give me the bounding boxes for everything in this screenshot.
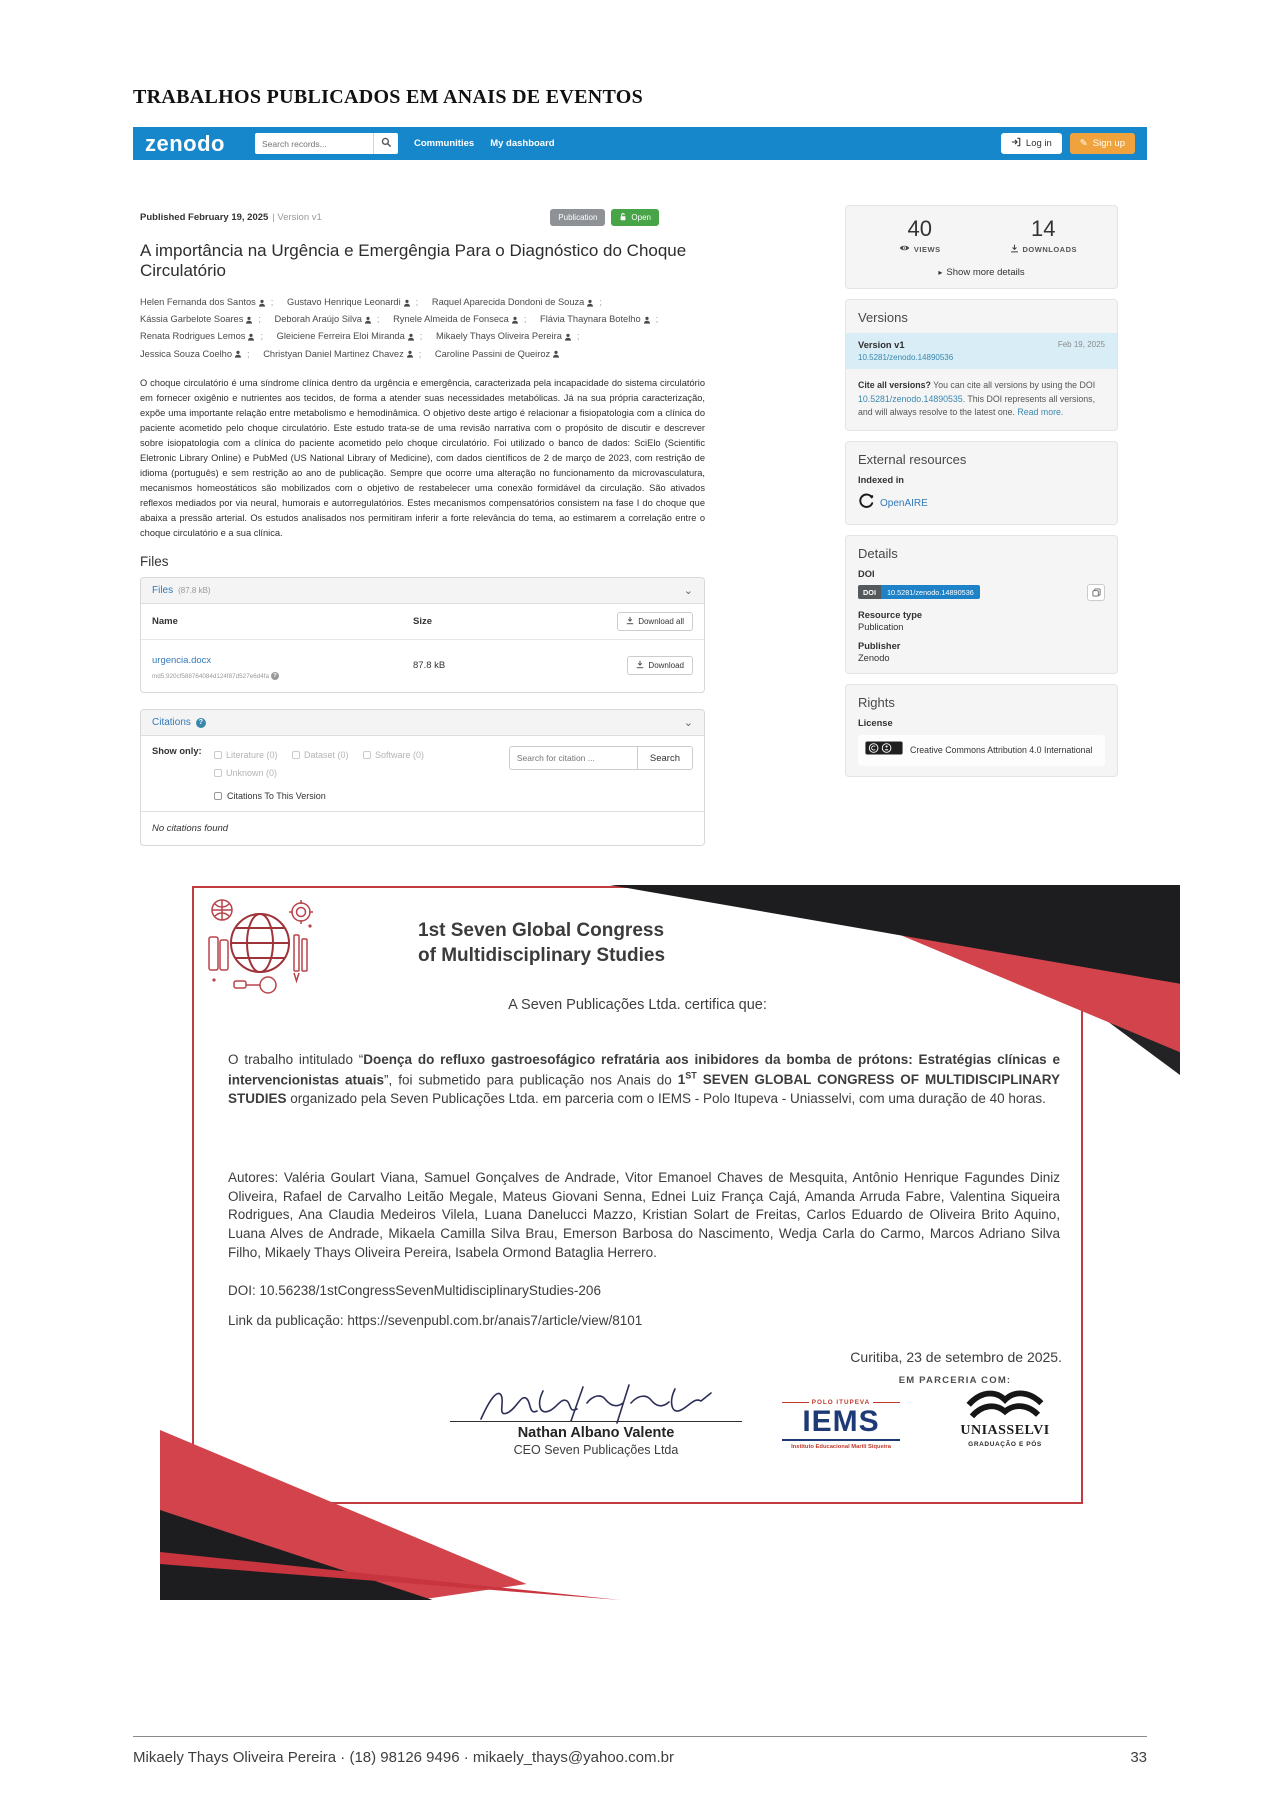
person-icon — [258, 299, 266, 307]
copy-doi-button[interactable] — [1087, 584, 1105, 601]
certificate-body: O trabalho intitulado “Doença do refluxo gastroesofágico refratária aos inibidores da bomba de prótons: Estratégias clínicas e intervencionistas atuais”, foi submetido para publicação nos Anais do 1ST SEVEN GLOBAL CONGRESS OF MULTIDISCIPLINARY STUDIES organizado pela Seven Publicações Ltda. em parceria com o IEMS - Polo Itupeva - Uniasselvi, com uma duração de 40 horas. — [228, 1052, 1060, 1106]
version-row[interactable] — [846, 333, 1117, 369]
views-count: 40 — [907, 216, 932, 241]
person-icon — [364, 316, 372, 324]
congress-name: 1st Seven Global Congress of Multidisciplinary Studies — [418, 920, 666, 966]
files-panel-size: (87.8 kB) — [178, 586, 211, 596]
search-button[interactable] — [373, 133, 398, 154]
signer-role: CEO Seven Publicações Ltda — [513, 1443, 679, 1457]
chevron-down-icon[interactable]: ⌄ — [683, 717, 693, 730]
chevron-down-icon[interactable]: ⌄ — [683, 585, 693, 598]
record-meta-line — [140, 209, 705, 226]
author-link[interactable]: Mikaely Thays Oliveira Pereira ; — [436, 328, 580, 345]
citations-panel-title[interactable]: Citations — [152, 717, 191, 729]
copy-icon — [1092, 585, 1101, 600]
version-name[interactable]: Version v1 — [858, 340, 905, 350]
person-icon — [406, 350, 414, 358]
person-icon — [245, 316, 253, 324]
openaire-link[interactable]: OpenAIRE — [880, 497, 928, 509]
citation-search-button[interactable]: Search — [637, 746, 693, 770]
resource-type-label: Resource type — [858, 609, 923, 620]
filter-unknown[interactable]: Unknown (0) — [214, 768, 277, 778]
download-icon — [636, 660, 644, 671]
person-icon — [586, 299, 594, 307]
files-table-header — [141, 604, 704, 640]
signature-block — [450, 1381, 742, 1457]
version-date: Feb 19, 2025 — [1057, 340, 1105, 349]
download-icon — [1010, 244, 1019, 255]
nav-communities[interactable]: Communities — [414, 138, 475, 149]
files-panel-title[interactable]: Files — [152, 585, 174, 597]
indexed-in-label: Indexed in — [858, 474, 904, 485]
person-icon — [234, 350, 242, 358]
download-all-button[interactable] — [617, 612, 693, 631]
zenodo-logo[interactable]: zenodo — [145, 130, 225, 156]
rights-panel — [845, 684, 1118, 777]
author-link[interactable]: Gleiciene Ferreira Eloi Miranda ; — [277, 328, 423, 345]
author-link[interactable]: Kássia Garbelote Soares ; — [140, 311, 261, 328]
published-date: Published February 19, 2025 — [140, 212, 269, 223]
rights-title: Rights — [858, 694, 895, 710]
citation-search-input[interactable] — [509, 746, 637, 770]
citations-empty-message: No citations found — [141, 811, 704, 845]
checksum-help-icon[interactable]: ? — [271, 672, 279, 680]
pencil-icon: ✎ — [1079, 138, 1088, 149]
navbar-actions — [1001, 133, 1135, 154]
download-button[interactable] — [627, 656, 693, 675]
column-size: Size — [413, 616, 433, 628]
filter-dataset[interactable]: Dataset (0) — [292, 750, 349, 760]
eye-icon — [899, 244, 910, 254]
file-size: 87.8 kB — [413, 659, 446, 671]
corner-decoration-top-right — [610, 885, 1180, 1075]
doi-badge-tag: DOI — [858, 585, 881, 599]
author-link[interactable]: Jessica Souza Coelho ; — [140, 346, 250, 363]
details-title: Details — [858, 545, 898, 561]
file-row — [141, 640, 704, 692]
triangle-right-icon: ▸ — [938, 268, 943, 277]
download-icon — [626, 616, 634, 627]
person-icon — [643, 316, 651, 324]
sign-in-icon — [1011, 137, 1021, 150]
signup-button[interactable] — [1070, 133, 1135, 154]
checkbox[interactable] — [214, 751, 222, 759]
details-panel — [845, 535, 1118, 674]
views-label: VIEWS — [913, 244, 941, 254]
citations-to-this-version[interactable]: Citations To This Version — [214, 791, 509, 801]
external-resources-panel — [845, 441, 1118, 525]
login-button[interactable] — [1001, 133, 1062, 154]
magnifier-icon — [381, 136, 392, 151]
files-panel-header[interactable] — [141, 578, 704, 604]
citations-panel-header[interactable] — [141, 710, 704, 736]
cite-all-versions-text: Cite all versions? You can cite all versions by using the DOI 10.5281/zenodo.14890535. This DOI represents all versions, and will always resolve to the latest one. Read more. — [858, 380, 1096, 418]
footer-contact: Mikaely Thays Oliveira Pereira · (18) 98126 9496 · mikaely_thays@yahoo.com.br — [133, 1749, 675, 1766]
filter-literature[interactable]: Literature (0) — [214, 750, 278, 760]
checkbox[interactable] — [292, 751, 300, 759]
views-stat — [858, 216, 982, 255]
page-title: TRABALHOS PUBLICADOS EM ANAIS DE EVENTOS — [133, 86, 644, 108]
version-doi[interactable]: 10.5281/zenodo.14890536 — [858, 353, 954, 362]
openaire-icon — [858, 493, 874, 514]
person-icon — [552, 350, 560, 358]
partnership-label: EM PARCERIA COM: — [898, 1375, 1012, 1386]
lock-icon — [619, 212, 627, 224]
uniasselvi-logo: UNIASSELVI GRADUAÇÃO E PÓS — [950, 1385, 1060, 1448]
doi-badge[interactable] — [858, 585, 980, 599]
author-link[interactable]: Christyan Daniel Martinez Chavez ; — [263, 346, 421, 363]
authors-list — [140, 294, 705, 363]
signature-line — [450, 1421, 742, 1422]
files-panel — [140, 577, 705, 693]
zenodo-screenshot — [133, 127, 1147, 835]
work-title: Doença do refluxo gastroesofágico refratária aos inibidores da bomba de prótons: Estratégias clínicas e intervencionistas atuais — [228, 1052, 1060, 1088]
person-icon — [403, 299, 411, 307]
versions-title: Versions — [858, 310, 908, 325]
show-more-details[interactable]: ▸ Show more details — [938, 267, 1025, 278]
author-link[interactable]: Flávia Thaynara Botelho ; — [540, 311, 658, 328]
doi-badge-value: 10.5281/zenodo.14890536 — [881, 585, 980, 599]
license-row[interactable] — [858, 735, 1105, 766]
certificate-doi: DOI: 10.56238/1stCongressSevenMultidisciplinaryStudies-206 — [228, 1283, 601, 1298]
publication-badge: Publication — [550, 209, 605, 226]
license-name[interactable]: Creative Commons Attribution 4.0 International — [910, 745, 1093, 756]
author-link[interactable]: Caroline Passini de Queiroz — [435, 346, 560, 363]
search-input[interactable] — [255, 133, 373, 154]
downloads-count: 14 — [1031, 216, 1056, 241]
column-name: Name — [152, 616, 178, 628]
signup-label: Sign up — [1092, 138, 1125, 149]
file-name-link[interactable]: urgencia.docx — [152, 655, 212, 667]
checkbox[interactable] — [214, 769, 222, 777]
page-footer — [133, 1736, 1147, 1766]
footer-page-number: 33 — [1130, 1749, 1147, 1766]
record-badges — [550, 209, 659, 226]
read-more-link[interactable]: Read more. — [1017, 407, 1064, 418]
external-resources-title: External resources — [858, 451, 967, 467]
download-all-label: Download all — [638, 617, 684, 627]
stats-panel — [845, 205, 1118, 289]
record-sidebar — [845, 205, 1118, 787]
citation-search-group — [509, 746, 693, 770]
certificate-authors: Autores: Valéria Goulart Viana, Samuel Gonçalves de Andrade, Vitor Emanoel Chaves de Mesquita, Antônio Henrique Fagundes Diniz Oliveira, Rafael de Carvalho Leitão Megale, Mateus Giovani Senna, Ednei Luiz França Cajá, Amanda Arruda Fabre, Valentina Siqueira Rodrigues, Ana Claudia Medeiros Vilela, Luana Danelucci Mazzo, Kristian Solart de Freitas, Carlos Eduardo de Oliveira Brito Aquino, Luana Alves de Andrade, Mikaela Camilla Silva Brau, Emerson Barbosa do Nascimento, Wedja Carla do Carmo, Marcos Adriano Silva Filho, Mikaely Thays Oliveira Pereira, Isabela Ormond Bataglia Herrero. — [228, 1170, 1060, 1260]
person-icon — [564, 333, 572, 341]
files-section-title: Files — [140, 554, 169, 570]
login-label: Log in — [1025, 138, 1052, 149]
author-link[interactable]: Renata Rodrigues Lemos ; — [140, 328, 263, 345]
zenodo-navbar — [133, 127, 1147, 160]
license-label: License — [858, 717, 893, 728]
person-icon — [407, 333, 415, 341]
downloads-stat — [982, 216, 1106, 255]
filter-software[interactable]: Software (0) — [363, 750, 424, 760]
downloads-label: DOWNLOADS — [1022, 245, 1077, 254]
author-link[interactable]: Helen Fernanda dos Santos ; — [140, 294, 273, 311]
search-box — [255, 133, 398, 154]
show-only-label: Show only: — [152, 746, 202, 757]
signer-name: Nathan Albano Valente — [517, 1425, 675, 1441]
checkbox[interactable] — [214, 792, 222, 800]
open-label: Open — [631, 213, 651, 222]
creative-commons-icon — [865, 741, 903, 760]
versions-panel — [845, 299, 1118, 431]
citations-help-icon[interactable]: ? — [196, 718, 206, 728]
citations-filters — [141, 736, 704, 811]
record-title: A importância na Urgência e Emergêngia Para o Diagnóstico do Choque Circulatório — [140, 241, 687, 280]
certificate — [160, 885, 1180, 1600]
version-label: | Version v1 — [272, 212, 322, 223]
publisher-label: Publisher — [858, 640, 901, 651]
download-label: Download — [648, 660, 684, 670]
iems-logo: POLO ITUPEVA IEMS Instituto Educacional Marili Siqueira — [782, 1399, 900, 1450]
file-checksum: md5:920cf588764084d124f87d527e6d4fa ? — [152, 672, 413, 680]
congress-logo — [206, 895, 318, 997]
author-link[interactable]: Raquel Aparecida Dondoni de Souza ; — [432, 294, 602, 311]
citations-panel — [140, 709, 705, 846]
record-abstract: O choque circulatório é uma síndrome clínica dentro da urgência e emergência, caracterizada pela incapacidade do sistema circulatório em fornecer oxigênio e nutrientes aos tecidos, de forma a atender suas necessidades metabólicas. Já na sua própria caracterização, expõe uma importante relação entre metabolismo e hemodinâmica. O objetivo deste artigo é relacionar a fisiopatologia com a clínica do paciente acometido pelo choque circulatório. Este estudo trata-se de uma revisão narrativa com o propósito de discutir e descrever sobre isiopatologia com a clínica do paciente acometido pelo choque circulatório. Foi utilizado o banco de dados: SciElo (Scientific Eletronic Library Online) e PubMed (US National Library of Medicine), com dados científicos de 2 de março de 2023, com restrição de idioma (português) e sem restrição ao ano de publicação. Sempre que ocorre uma alteração no funcionamento da microvasculatura, mecanismos homeostáticos são mobilizados com o objetivo de restabelecer uma conexão formidável da circulação. São ativados reflexos mediados por via neural, humorais e autorregulatórios. Estes mecanismos compensatórios consistem na fase I do choque que abaixa a pressão arterial. Os estudos analisados nos permitiram inferir a forte relevância do tema, ao estimarem a correlação entre o choque circulatório e a sua clínica. — [140, 377, 705, 539]
author-link[interactable]: Gustavo Henrique Leonardi ; — [287, 294, 418, 311]
uniasselvi-swoosh-icon — [962, 1385, 1048, 1423]
record-main-column — [140, 209, 705, 846]
certificate-link: Link da publicação: https://sevenpubl.com.br/anais7/article/view/8101 — [228, 1313, 643, 1328]
checkbox[interactable] — [363, 751, 371, 759]
author-link[interactable]: Deborah Araújo Silva ; — [275, 311, 380, 328]
author-link[interactable]: Rynele Almeida de Fonseca ; — [393, 311, 526, 328]
nav-my-dashboard[interactable]: My dashboard — [490, 138, 555, 149]
certifies-line: A Seven Publicações Ltda. certifica que: — [508, 997, 767, 1013]
person-icon — [511, 316, 519, 324]
open-access-badge — [611, 209, 659, 226]
certificate-date-place: Curitiba, 23 de setembro de 2025. — [850, 1349, 1062, 1365]
resource-type-value: Publication — [858, 621, 904, 632]
doi-label: DOI — [858, 568, 875, 579]
cite-doi-link[interactable]: 10.5281/zenodo.14890535 — [858, 393, 963, 404]
person-icon — [247, 333, 255, 341]
publisher-value: Zenodo — [858, 652, 890, 663]
